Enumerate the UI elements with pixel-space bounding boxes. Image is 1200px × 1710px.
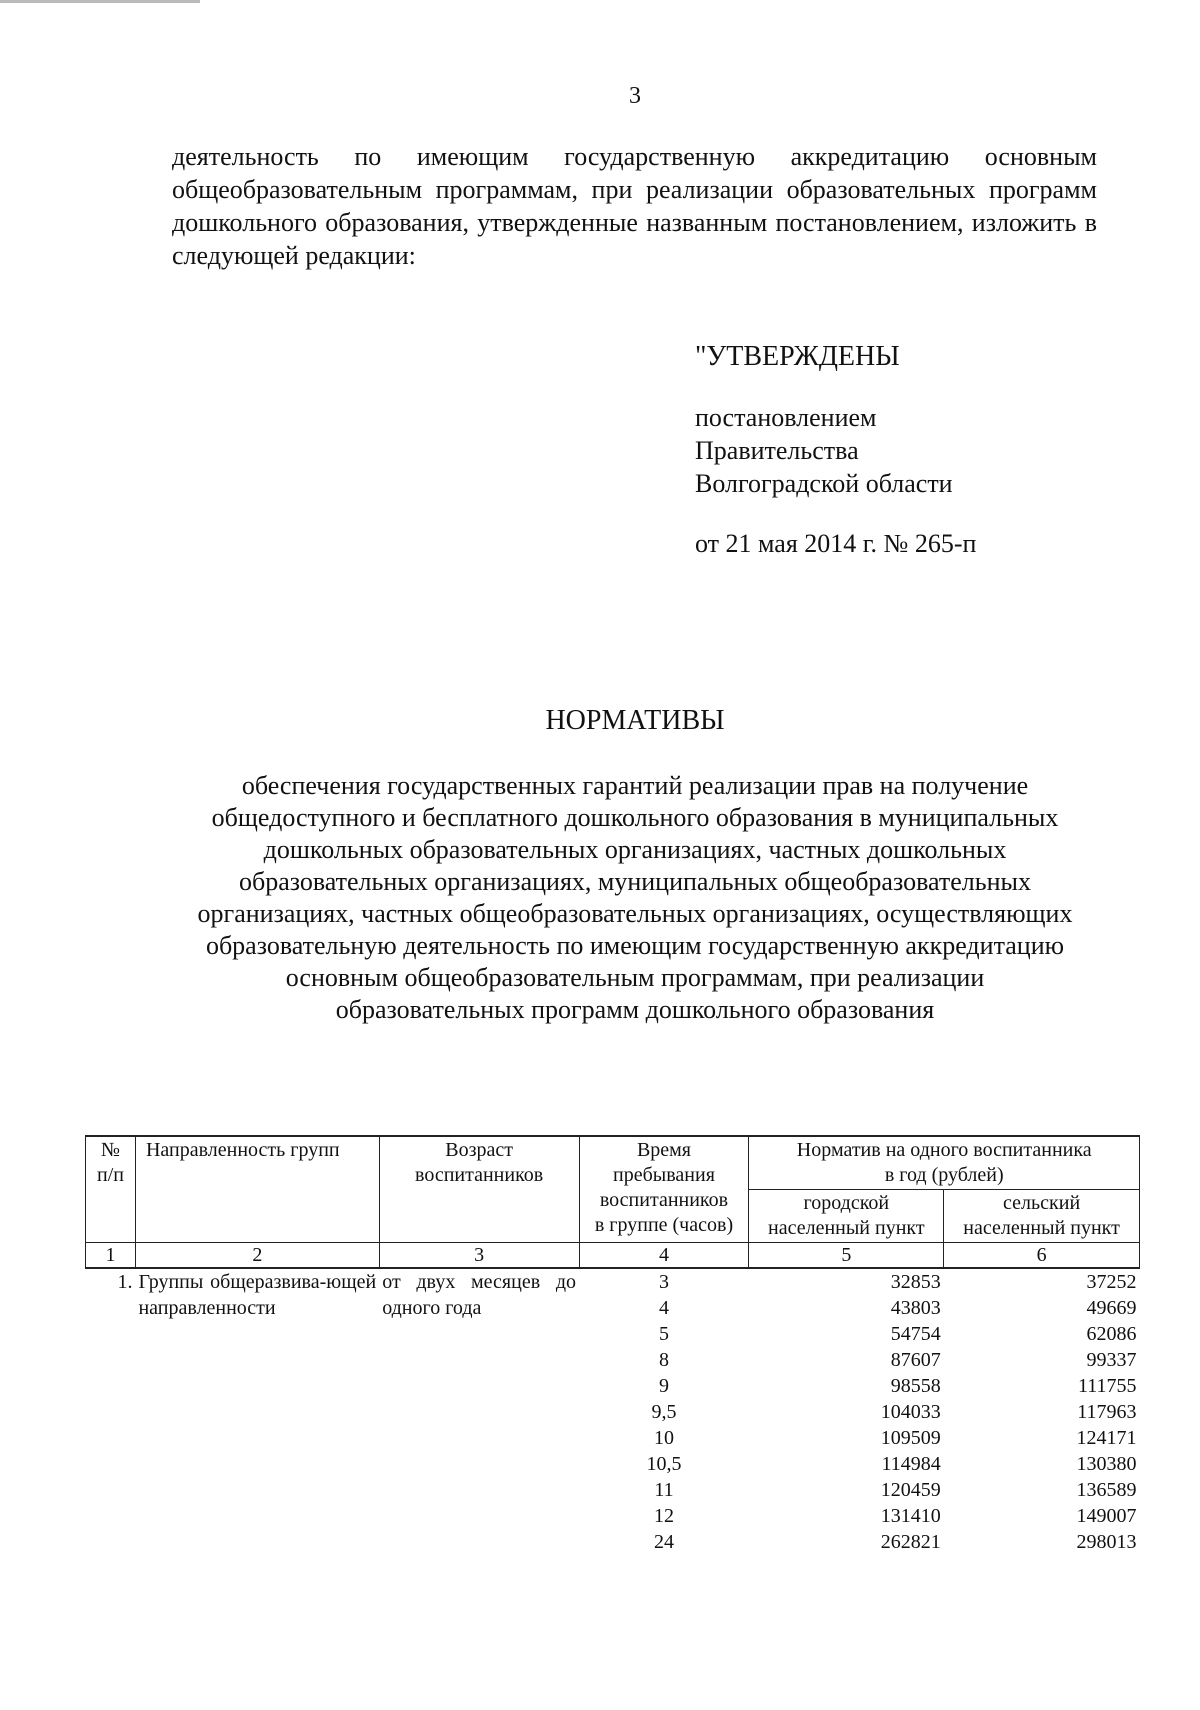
column-number: 3	[379, 1243, 579, 1269]
rural-value: 298013	[1076, 1531, 1137, 1553]
urban-value: 43803	[890, 1297, 941, 1319]
hours-value: 5	[658, 1323, 669, 1345]
hours-value: 12	[653, 1505, 674, 1527]
urban-column	[749, 1268, 944, 1555]
intro-paragraph: деятельность по имеющим государственную аккредитацию основным общеобразовательным программам, при реализации образовательных программ дошкольного образования, утвержденные названным постановлением, изложить в следующей редакции:	[172, 142, 1097, 270]
urban-value: 109509	[880, 1427, 941, 1449]
header-direction: Направленность групп	[135, 1136, 379, 1243]
group-age: от двух месяцев до одного года	[382, 1271, 577, 1319]
rural-value: 117963	[1077, 1401, 1137, 1423]
header-urban: городской населенный пункт	[749, 1190, 944, 1243]
hours-value: 8	[658, 1349, 669, 1371]
header-age: Возраст воспитанников	[379, 1136, 579, 1243]
page-number: 3	[629, 83, 641, 109]
approval-line-1: постановлением	[695, 403, 877, 432]
document-subtitle	[160, 770, 1110, 1026]
table-row	[86, 1268, 1140, 1555]
subtitle-line: обеспечения государственных гарантий реализации прав на получение	[241, 771, 1029, 800]
approval-line-3: Волгоградской области	[695, 469, 953, 498]
urban-value: 131410	[880, 1505, 941, 1527]
hours-value: 3	[658, 1271, 669, 1293]
column-number: 4	[579, 1243, 749, 1269]
norms-table	[85, 1135, 1140, 1555]
document-title: НОРМАТИВЫ	[545, 705, 725, 736]
column-number: 2	[135, 1243, 379, 1269]
approval-heading: "УТВЕРЖДЕНЫ	[695, 341, 900, 372]
subtitle-line: образовательных организациях, муниципальных общеобразовательных	[238, 867, 1032, 896]
urban-value: 262821	[880, 1531, 941, 1553]
approval-date: от 21 мая 2014 г. № 265-п	[695, 529, 977, 558]
rural-value: 149007	[1076, 1505, 1137, 1527]
hours-value: 10	[653, 1427, 674, 1449]
subtitle-line: дошкольных образовательных организациях, частных дошкольных	[263, 835, 1007, 864]
header-rural: сельский населенный пункт	[944, 1190, 1140, 1243]
hours-column	[579, 1268, 749, 1555]
rural-value: 111755	[1077, 1375, 1137, 1397]
urban-value: 104033	[880, 1401, 941, 1423]
hours-value: 10,5	[646, 1453, 682, 1475]
rural-value: 62086	[1086, 1323, 1137, 1345]
subtitle-line: основным общеобразовательным программам, при реализации	[285, 963, 985, 992]
subtitle-line: общедоступного и бесплатного дошкольного образования в муниципальных	[211, 803, 1059, 832]
urban-value: 54754	[890, 1323, 941, 1345]
rural-value: 49669	[1086, 1297, 1137, 1319]
header-norm: Норматив на одного воспитанника в год (рублей)	[749, 1136, 1140, 1190]
header-time: Время пребывания воспитанников в группе (часов)	[579, 1136, 749, 1243]
subtitle-line: организациях, частных общеобразовательных организациях, осуществляющих	[197, 899, 1073, 928]
hours-value: 9	[658, 1375, 669, 1397]
urban-value: 32853	[890, 1271, 941, 1293]
column-number: 6	[944, 1243, 1140, 1269]
urban-value: 87607	[890, 1349, 941, 1371]
subtitle-line: образовательных программ дошкольного образования	[335, 995, 935, 1024]
hours-value: 24	[653, 1531, 674, 1553]
approval-block	[695, 340, 976, 560]
scan-artifact-line	[0, 0, 200, 3]
hours-value: 4	[658, 1297, 669, 1319]
rural-value: 37252	[1086, 1271, 1137, 1293]
group-direction: Группы общеразвива-ющей направленности	[138, 1271, 377, 1319]
rural-value: 130380	[1076, 1453, 1137, 1475]
rural-column	[944, 1268, 1140, 1555]
urban-value: 98558	[890, 1375, 941, 1397]
header-number: № п/п	[86, 1136, 136, 1243]
rural-value: 124171	[1076, 1427, 1137, 1449]
approval-line-2: Правительства	[695, 436, 859, 465]
rural-value: 136589	[1076, 1479, 1137, 1501]
column-number: 5	[749, 1243, 944, 1269]
urban-value: 114984	[881, 1453, 941, 1475]
subtitle-line: образовательную деятельность по имеющим государственную аккредитацию	[205, 931, 1065, 960]
hours-value: 9,5	[651, 1401, 677, 1423]
hours-value: 11	[654, 1479, 674, 1501]
urban-value: 120459	[880, 1479, 941, 1501]
group-number: 1.	[117, 1271, 133, 1293]
column-number: 1	[86, 1243, 136, 1269]
rural-value: 99337	[1086, 1349, 1137, 1371]
